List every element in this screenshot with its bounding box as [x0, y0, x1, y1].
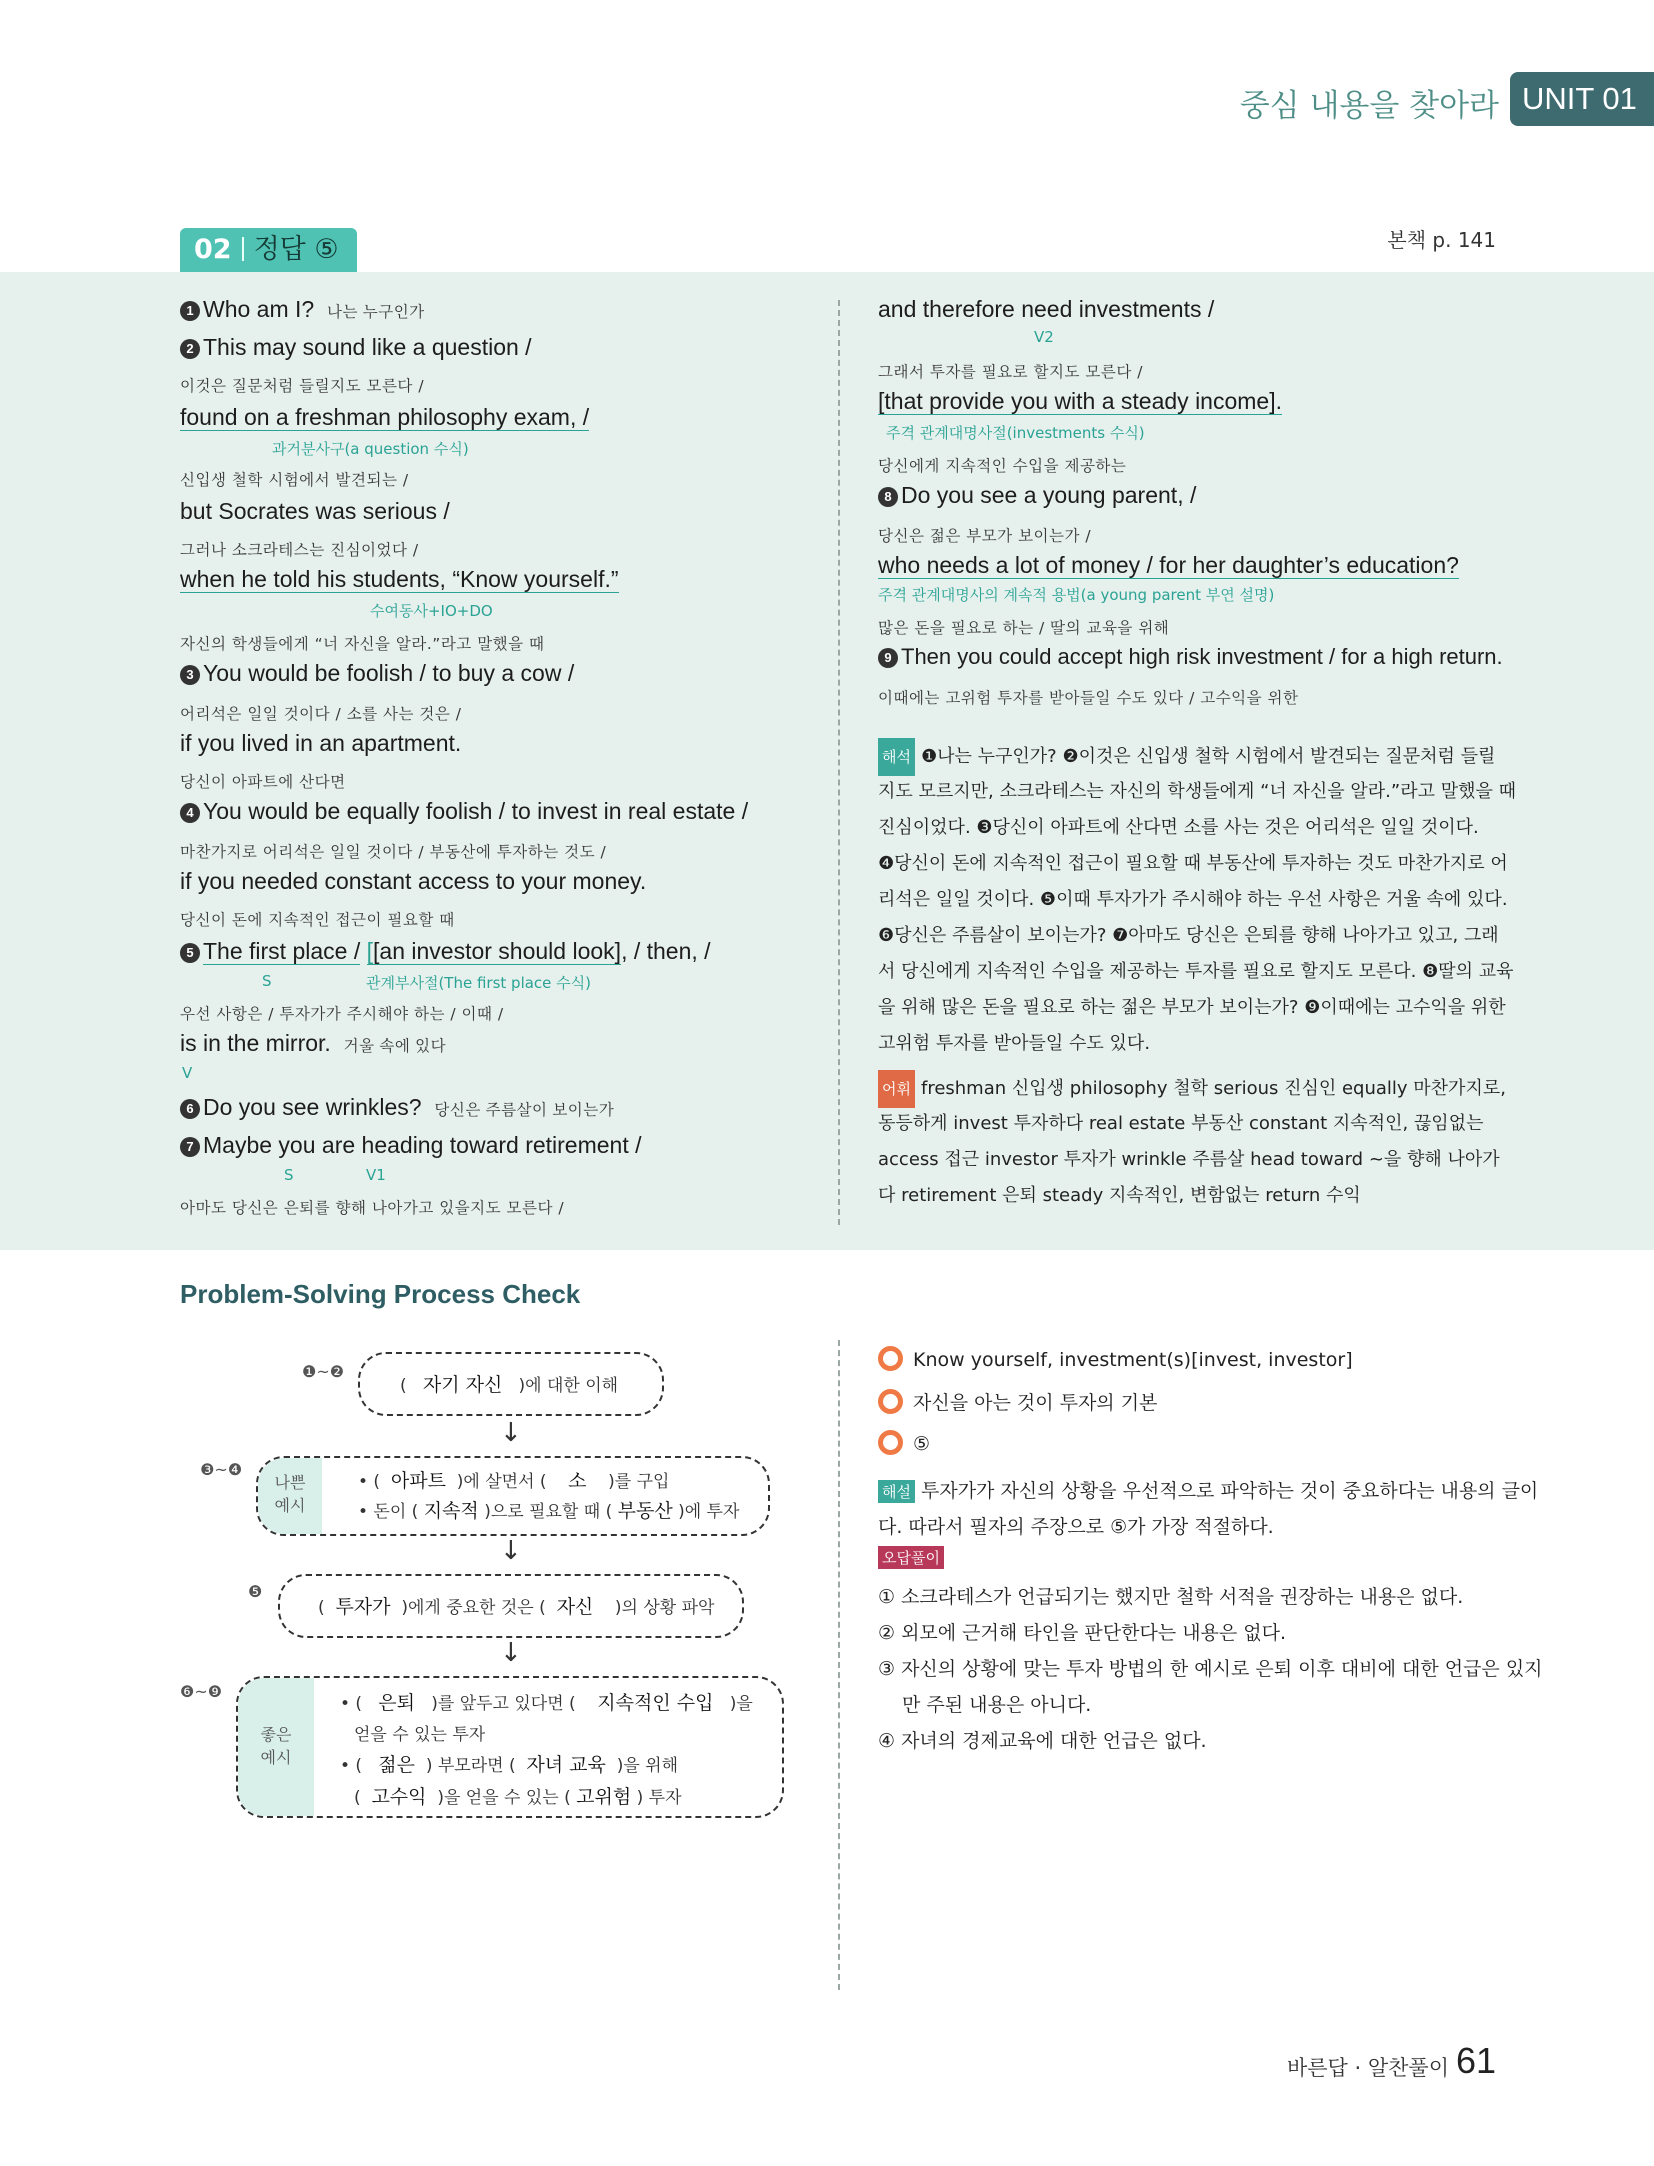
column-divider [838, 300, 840, 1225]
flow-text [358, 1496, 739, 1523]
wrong-answer-line: ④ 자녀의 경제교육에 대한 언급은 없다. [878, 1730, 1207, 1752]
step-number: ❻~❾ [180, 1682, 223, 1701]
flow-part: )를 구입 [608, 1472, 670, 1492]
footer-label: 바른답 · 알찬풀이 [1286, 2056, 1449, 2080]
sentence-1 [180, 296, 425, 323]
translation-line: 진심이었다. ❸당신이 아파트에 산다면 소를 사는 것은 어리석은 일일 것이다. [878, 817, 1479, 838]
underlined-phrase: who needs a lot of money / for her daughter’s education? [878, 552, 1459, 578]
down-arrow-icon: ↓ [500, 1638, 522, 1668]
answer-label: 정답 ⑤ [253, 234, 339, 265]
unit-badge: UNIT 01 [1510, 72, 1654, 126]
section-title: 중심 내용을 찾아라 [1239, 88, 1499, 124]
underlined-phrase: found on a freshman philosophy exam, / [180, 404, 590, 430]
vocab-line: 다 retirement 은퇴 steady 지속적인, 변함없는 return 수익 [878, 1185, 1361, 1206]
filled-answer: 부동산 [617, 1500, 673, 1522]
english-text: Then you could accept high risk investment / for a high return. [901, 644, 1503, 669]
korean-gloss: 당신에게 지속적인 수입을 제공하는 [878, 457, 1127, 475]
english-text: and therefore need investments / [878, 296, 1215, 322]
filled-answer: 젊은 [378, 1754, 416, 1776]
answer-tab [180, 228, 357, 272]
english-text [180, 1030, 446, 1057]
bracket: [ [366, 938, 374, 964]
num-badge: 1 [180, 301, 200, 321]
step-number: ❶~❷ [302, 1362, 345, 1381]
num-badge: 7 [180, 1137, 200, 1157]
flow-text [400, 1370, 618, 1397]
sentence-2 [180, 334, 532, 361]
filled-answer: 지속적인 수입 [597, 1692, 714, 1714]
num-badge: 5 [180, 943, 200, 963]
translation-tag: 해석 [878, 738, 915, 776]
grammar-verb: V2 [1034, 328, 1054, 346]
num-badge: 3 [180, 665, 200, 685]
translation-line: 지도 모르지만, 소크라테스는 자신의 학생들에게 “너 자신을 알라.”라고 말했을 때 [878, 781, 1517, 802]
korean-gloss: 그래서 투자를 필요로 할지도 모른다 / [878, 363, 1143, 381]
flow-text [340, 1688, 753, 1715]
bracketed-phrase: [that provide you with a steady income]. [878, 388, 1282, 414]
translation-line [878, 738, 1495, 776]
answer-text: ⑤ [913, 1433, 931, 1455]
korean-gloss: 자신의 학생들에게 “너 자신을 알라.”라고 말했을 때 [180, 635, 545, 653]
english-text: Do you see wrinkles? [203, 1094, 422, 1120]
grammar-verb: V [182, 1064, 193, 1082]
flow-part: ( [318, 1598, 325, 1618]
flow-part: ) 투자 [636, 1788, 682, 1808]
korean-gloss: 당신이 돈에 지속적인 접근이 필요할 때 [180, 911, 455, 929]
wrong-answer-line: ② 외모에 근거해 타인을 판단한다는 내용은 없다. [878, 1622, 1287, 1644]
vocab-text: freshman 신입생 philosophy 철학 serious 진심인 equally 마찬가지로, [920, 1078, 1506, 1099]
filled-answer: 투자가 [335, 1596, 391, 1618]
flow-part: • 돈이 ( [358, 1502, 419, 1522]
korean-gloss: 이때에는 고위험 투자를 받아들일 수도 있다 / 고수익을 위한 [878, 689, 1299, 707]
grammar-note: 관계부사절(The first place 수식) [366, 974, 592, 992]
num-badge: 2 [180, 339, 200, 359]
column-divider [838, 1340, 840, 1990]
filled-answer: 자신 [556, 1596, 594, 1618]
translation-line: 리석은 일일 것이다. ❺이때 투자가가 주시해야 하는 우선 사항은 거울 속에 있다. [878, 889, 1508, 910]
flow-text [354, 1782, 682, 1809]
sentence-5 [180, 938, 711, 965]
answer-text: Know yourself, investment(s)[invest, investor] [913, 1349, 1353, 1371]
korean-gloss: 당신은 주름살이 보이는가 [434, 1102, 615, 1119]
vocab-line [878, 1070, 1506, 1108]
grammar-verb: V1 [366, 1166, 386, 1184]
orange-circle-icon [878, 1346, 903, 1371]
flow-part: ) 부모라면 ( [425, 1756, 516, 1776]
translation-line: 을 위해 많은 돈을 필요로 하는 젊은 부모가 보이는가? ❾이때에는 고수익을 위한 [878, 997, 1506, 1018]
wrong-answer-line: 만 주된 내용은 아니다. [902, 1694, 1092, 1716]
answer-text: 자신을 아는 것이 투자의 기본 [913, 1392, 1158, 1414]
english-text: Maybe you are heading toward retirement / [203, 1132, 642, 1158]
translation-line: 고위험 투자를 받아들일 수도 있다. [878, 1033, 1151, 1054]
flow-part: )에 살면서 ( [456, 1472, 547, 1492]
korean-gloss: 이것은 질문처럼 들릴지도 모른다 / [180, 377, 425, 395]
explanation-tag: 해설 [878, 1480, 915, 1503]
wrong-answers-tag: 오답풀이 [878, 1546, 944, 1569]
step-number: ❸~❹ [200, 1460, 243, 1479]
korean-gloss: 나는 누구인가 [327, 304, 425, 321]
num-badge: 9 [878, 648, 898, 668]
korean-gloss: 어리석은 일일 것이다 / 소를 사는 것은 / [180, 705, 462, 723]
flow-part: )의 상황 파악 [614, 1598, 715, 1618]
flow-part: )을 위해 [616, 1756, 678, 1776]
korean-gloss: 거울 속에 있다 [343, 1038, 447, 1055]
num-badge: 6 [180, 1099, 200, 1119]
flow-part: )을 얻을 수 있는 ( [437, 1788, 571, 1808]
good-example-tab [238, 1678, 314, 1816]
vocab-tag: 어휘 [878, 1070, 915, 1108]
english-text: but Socrates was serious / [180, 498, 450, 524]
underlined-phrase: The first place / [203, 938, 361, 964]
answer-item-3 [878, 1430, 930, 1455]
filled-answer: 고위험 [576, 1786, 632, 1808]
answer-item-2 [878, 1388, 1157, 1415]
explanation-text: 투자가가 자신의 상황을 우선적으로 파악하는 것이 중요하다는 내용의 글이 [920, 1480, 1539, 1502]
flow-part: )에게 중요한 것은 ( [401, 1598, 546, 1618]
sentence-4 [180, 798, 748, 825]
english-text: Who am I? [203, 296, 315, 322]
flow-part: )으로 필요할 때 ( [484, 1502, 613, 1522]
filled-answer: 소 [568, 1470, 587, 1492]
sentence-8 [878, 482, 1196, 509]
wrong-answers-tag-row [878, 1546, 950, 1569]
filled-answer: 자녀 교육 [526, 1754, 606, 1776]
page-number: 61 [1455, 2040, 1496, 2081]
grammar-note: 과거분사구(a question 수식) [272, 440, 469, 458]
flow-part: )를 앞두고 있다면 ( [431, 1694, 576, 1714]
korean-gloss: 많은 돈을 필요로 하는 / 딸의 교육을 위해 [878, 619, 1170, 637]
english-text: You would be equally foolish / to invest in real estate / [203, 798, 749, 824]
vocab-line: 동등하게 invest 투자하다 real estate 부동산 constant 지속적인, 끊임없는 [878, 1113, 1484, 1134]
flow-text: 얻을 수 있는 투자 [354, 1725, 486, 1745]
english-text: Do you see a young parent, / [901, 482, 1197, 508]
explanation-line: 다. 따라서 필자의 주장으로 ⑤가 가장 적절하다. [878, 1516, 1274, 1538]
vocab-line: access 접근 investor 투자가 wrinkle 주름살 head toward ~을 향해 나아가 [878, 1149, 1500, 1170]
orange-circle-icon [878, 1389, 903, 1414]
tab-text: 예시 [260, 1748, 292, 1767]
translation-line: ❻당신은 주름살이 보이는가? ❼아마도 당신은 은퇴를 향해 나아가고 있고, 그래 [878, 925, 1499, 946]
answer-item-1 [878, 1346, 1353, 1371]
num-badge: 4 [180, 803, 200, 823]
translation-text: ❶나는 누구인가? ❷이것은 신입생 철학 시험에서 발견되는 질문처럼 들릴 [920, 746, 1496, 767]
english-text [180, 566, 619, 593]
orange-circle-icon [878, 1430, 903, 1455]
sentence-7 [180, 1132, 642, 1159]
korean-gloss: 당신은 젊은 부모가 보이는가 / [878, 527, 1092, 545]
flow-part: ( [400, 1376, 407, 1396]
divider [242, 237, 244, 261]
bracketed-phrase [367, 938, 621, 965]
down-arrow-icon: ↓ [500, 1418, 522, 1448]
sentence-9 [878, 644, 1503, 670]
wrong-answer-line: ③ 자신의 상황에 맞는 투자 방법의 한 예시로 은퇴 이후 대비에 대한 언급은 있지 [878, 1658, 1543, 1680]
step-number: ❺ [248, 1582, 263, 1601]
english-text: if you lived in an apartment. [180, 730, 462, 756]
sentence-3 [180, 660, 574, 687]
flow-text [318, 1592, 714, 1619]
filled-answer: 은퇴 [378, 1692, 416, 1714]
english-text: if you needed constant access to your money. [180, 868, 647, 894]
english-text [878, 552, 1459, 579]
flow-part: ( [354, 1788, 361, 1808]
filled-answer: 자기 자신 [422, 1374, 503, 1396]
korean-gloss: 마찬가지로 어리석은 일일 것이다 / 부동산에 투자하는 것도 / [180, 843, 607, 861]
filled-answer: 지속적 [423, 1500, 479, 1522]
underlined-phrase: when he told his students, “Know yourself.” [180, 566, 619, 592]
korean-gloss: 우선 사항은 / 투자가가 주시해야 하는 / 이때 / [180, 1005, 504, 1023]
grammar-subject: S [262, 972, 272, 990]
process-check-title: Problem-Solving Process Check [180, 1279, 581, 1309]
num-badge: 8 [878, 487, 898, 507]
korean-gloss: 신입생 철학 시험에서 발견되는 / [180, 471, 409, 489]
bad-example-tab [258, 1458, 322, 1534]
flow-part: • ( [340, 1756, 363, 1776]
tab-text: 예시 [274, 1496, 306, 1515]
translation-line: ❹당신이 돈에 지속적인 접근이 필요할 때 부동산에 투자하는 것도 마찬가지로 어 [878, 853, 1508, 874]
english-text: is in the mirror. [180, 1030, 331, 1056]
tab-text: 나쁜 [274, 1473, 306, 1492]
grammar-subject: S [284, 1166, 294, 1184]
explanation-line [878, 1476, 1538, 1503]
flow-part: • ( [340, 1694, 363, 1714]
question-number: 02 [194, 234, 232, 265]
grammar-note: 주격 관계대명사의 계속적 용법(a young parent 부연 설명) [878, 586, 1275, 604]
flow-part: )에 투자 [678, 1502, 740, 1522]
english-text: This may sound like a question / [203, 334, 532, 360]
flow-text [340, 1750, 678, 1777]
tab-text: 좋은 [260, 1725, 292, 1744]
filled-answer: 아파트 [390, 1470, 446, 1492]
flow-text [358, 1466, 669, 1493]
korean-gloss: 아마도 당신은 은퇴를 향해 나아가고 있을지도 모른다 / [180, 1199, 565, 1217]
english-text [180, 404, 589, 431]
translation-line: 서 당신에게 지속적인 수입을 제공하는 투자를 필요로 할지도 모른다. ❽딸의 교육 [878, 961, 1514, 982]
sentence-6 [180, 1094, 614, 1121]
filled-answer: 고수익 [371, 1786, 427, 1808]
flow-part: )을 [729, 1694, 753, 1714]
english-text: , / then, / [621, 938, 711, 964]
english-text: You would be foolish / to buy a cow / [203, 660, 575, 686]
down-arrow-icon: ↓ [500, 1536, 522, 1566]
korean-gloss: 그러나 소크라테스는 진심이었다 / [180, 541, 419, 559]
flow-part: • ( [358, 1472, 381, 1492]
korean-gloss: 당신이 아파트에 산다면 [180, 773, 346, 791]
grammar-note: 주격 관계대명사절(investments 수식) [886, 424, 1145, 442]
english-text [878, 388, 1282, 415]
grammar-note: 수여동사+IO+DO [370, 602, 493, 620]
book-page-ref: 본책 p. 141 [1387, 228, 1496, 252]
flow-part: )에 대한 이해 [518, 1376, 619, 1396]
wrong-answer-line: ① 소크라테스가 언급되기는 했지만 철학 서적을 권장하는 내용은 없다. [878, 1586, 1464, 1608]
english-text: [an investor should look] [373, 938, 622, 964]
